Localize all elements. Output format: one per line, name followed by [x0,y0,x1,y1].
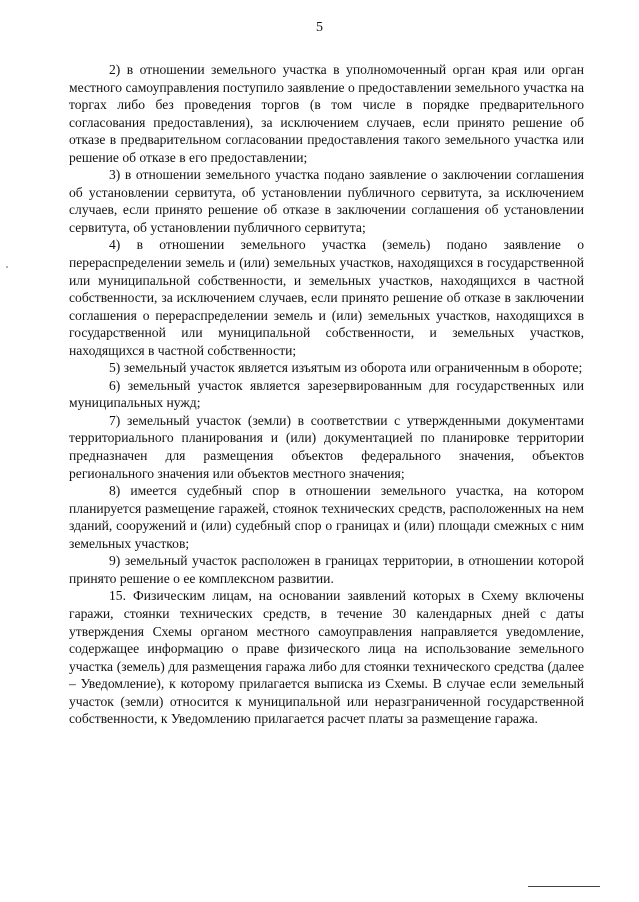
paragraph-item-7: 7) земельный участок (земли) в соответствии с утвержденными документами территориального планирования и (или) документацией по планировке территории предназначен для размещения объектов федерального значения, объектов регионального значения или объектов местного значения; [69,412,584,481]
paragraph-item-2: 2) в отношении земельного участка в уполномоченный орган края или орган местного самоуправления поступило заявление о предоставлении земельного участка на торгах либо без проведения торгов (в том числе в порядке предварительного согласования предоставления), за исключением случаев, если принято решение об отказе в предварительном согласовании предоставления такого земельного участка или решение об отказе в его предоставлении; [69,62,584,165]
paragraph-item-6: 6) земельный участок является зарезервированным для государственных или муниципальных нужд; [69,377,584,411]
paragraph-item-3: 3) в отношении земельного участка подано заявление о заключении соглашения об установлении сервитута, об установлении публичного сервитута, за исключением случаев, если принято решение об отказе в заключении соглашения об установлении сервитута, об установлении публичного сервитута; [69,167,584,235]
document-body [69,61,584,728]
paragraph-item-5: 5) земельный участок является изъятым из оборота или ограниченным в обороте; [109,360,583,376]
margin-mark [6,266,8,268]
paragraph-item-4: 4) в отношении земельного участка (земель) подано заявление о перераспределении земель и (или) земельных участков, находящихся в государственной или муниципальной собственности, и земельных участков, находящихся в частной собственности, за исключением случаев, если принято решение об отказе в заключении соглашения о перераспределении земель и (или) земельных участков, находящихся в государственной или муниципальной собственности, и земельных участков, находящихся в частной собственности; [69,237,584,358]
paragraph-item-9: 9) земельный участок расположен в границах территории, в отношении которой принято решение о ее комплексном развитии. [69,553,584,586]
paragraph-item-8: 8) имеется судебный спор в отношении земельного участка, на котором планируется размещение гаражей, стоянок технических средств, расположенных на нем зданий, сооружений и (или) судебный спор о границах и (или) площади смежных с ним земельных участков; [69,483,584,551]
page-number: 5 [316,20,323,35]
footer-rule [528,886,600,887]
paragraph-section-15: 15. Физическим лицам, на основании заявлений которых в Схему включены гаражи, стоянки технических средств, в течение 30 календарных дней с даты утверждения Схемы органом местного самоуправления направляется уведомление, содержащее информацию о праве физического лица на использование земельного участка (земель) для размещения гаража либо для стоянки технического средства (далее – Уведомление), к которому прилагается выписка из Схемы. В случае если земельный участок (земли) относится к муниципальной или неразграниченной государственной собственности, к Уведомлению прилагается расчет платы за размещение гаража. [69,588,584,727]
